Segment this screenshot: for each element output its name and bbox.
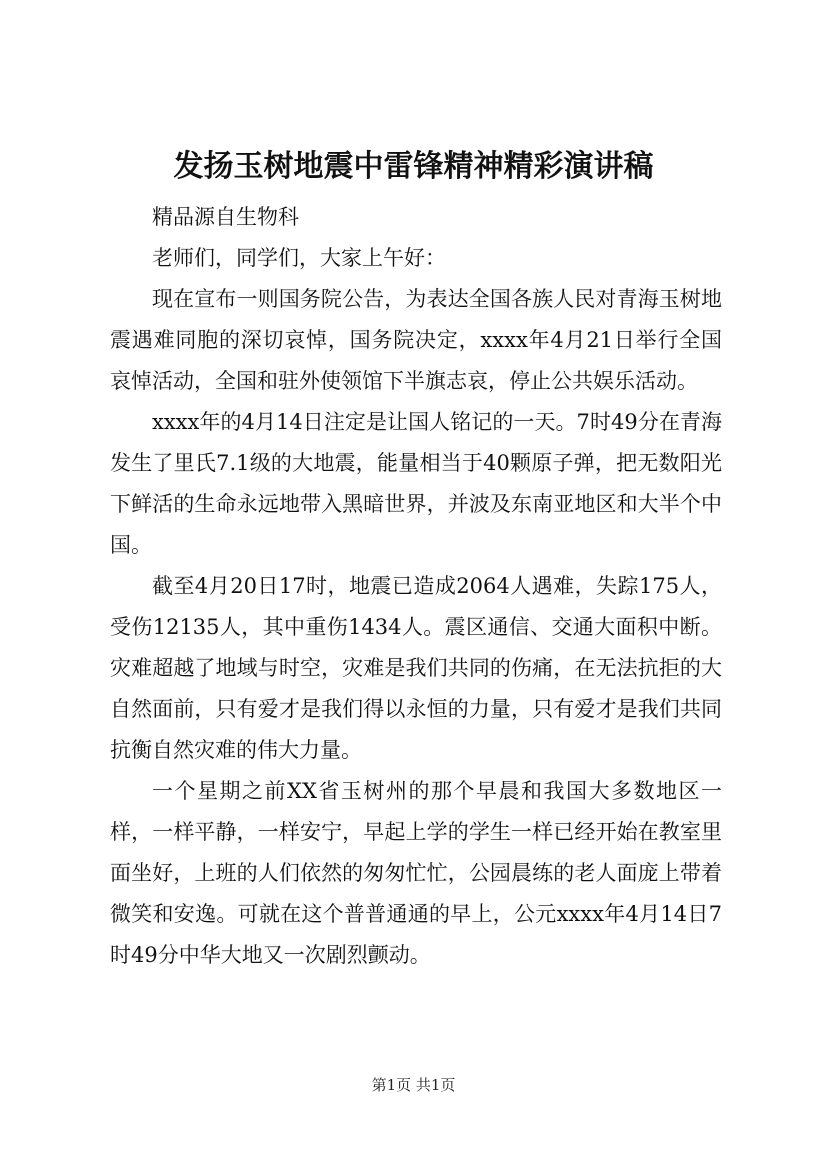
paragraph-announcement: 现在宣布一则国务院公告，为表达全国各族人民对青海玉树地震遇难同胞的深切哀悼，国务院决定，xxxx年4月21日举行全国哀悼活动，全国和驻外使领馆下半旗志哀，停止公共娱乐活动。 [110,287,722,393]
document-body [110,197,722,976]
page-footer: 第1页 共1页 [371,1076,456,1094]
paragraph-greeting: 老师们，同学们，大家上午好： [152,246,446,270]
paragraph-source: 精品源自生物科 [152,205,299,229]
paragraph-earthquake: xxxx年的4月14日注定是让国人铭记的一天。7时49分在青海发生了里氏7.1级的大地震，能量相当于40颗原子弹，把无数阳光下鲜活的生命永远地带入黑暗世界，并波及东南亚地区和大半个中国。 [110,410,722,557]
paragraph-morning: 一个星期之前XX省玉树州的那个早晨和我国大多数地区一样，一样平静，一样安宁，早起上学的学生一样已经开始在教室里面坐好，上班的人们依然的匆匆忙忙，公园晨练的老人面庞上带着微笑和安逸。可就在这个普普通通的早上，公元xxxx年4月14日7时49分中华大地又一次剧烈颤动。 [110,779,722,967]
paragraph-casualties: 截至4月20日17时，地震已造成2064人遇难，失踪175人，受伤12135人，其中重伤1434人。震区通信、交通大面积中断。灾难超越了地域与时空，灾难是我们共同的伤痛，在无法抗拒的大自然面前，只有爱才是我们得以永恒的力量，只有爱才是我们共同抗衡自然灾难的伟大力量。 [110,574,722,762]
document-title: 发扬玉树地震中雷锋精神精彩演讲稿 [173,149,654,184]
